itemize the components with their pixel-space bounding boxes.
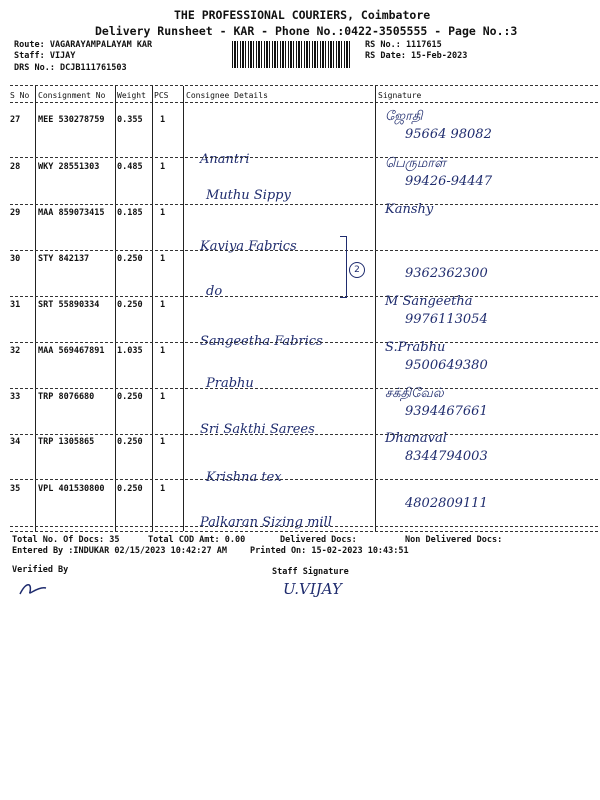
row-weight: 1.035	[117, 346, 143, 356]
row-separator	[10, 342, 598, 343]
row-consignee-name: do	[206, 284, 223, 299]
row-consignment-no: MAA 569467891	[38, 346, 105, 356]
row-consignee-name: Anantri	[200, 152, 250, 167]
row-consignee-name: Sri Sakthi Sarees	[200, 422, 315, 437]
col-divider	[35, 86, 36, 531]
row-sno: 30	[10, 254, 21, 264]
row-pcs: 1	[160, 300, 166, 310]
row-phone: 9976113054	[405, 312, 488, 327]
row-separator	[10, 434, 598, 435]
barcode	[232, 41, 352, 68]
row-pcs: 1	[160, 208, 166, 218]
row-signature: பெருமாள்	[385, 156, 446, 171]
staff-label: Staff: VIJAY	[14, 51, 76, 61]
row-phone: 4802809111	[405, 496, 488, 511]
row-consignment-no: TRP 8076680	[38, 392, 95, 402]
col-weight: Weight	[117, 91, 146, 100]
row-consignee-name: Krishna tex	[206, 470, 282, 485]
row-consignee-name: Sangeetha Fabrics	[200, 334, 323, 349]
row-sno: 35	[10, 484, 21, 494]
row-separator	[10, 388, 598, 389]
row-consignment-no: SRT 55890334	[38, 300, 100, 310]
row-sno: 34	[10, 437, 21, 447]
row-consignment-no: TRP 1305865	[38, 437, 95, 447]
col-pcs: PCS	[154, 91, 169, 100]
row-pcs: 1	[160, 115, 166, 125]
delivered-docs: Delivered Docs:	[280, 535, 357, 545]
col-signature: Signature	[378, 91, 422, 100]
row-separator	[10, 526, 598, 527]
row-signature: Kanshy	[385, 202, 434, 217]
row-weight: 0.250	[117, 300, 143, 310]
row-signature: M Sangeetha	[385, 294, 473, 309]
footer-rule	[10, 531, 598, 532]
verified-signature	[18, 578, 48, 602]
row-consignee-name: Muthu Sippy	[206, 188, 291, 203]
route-label: Route: VAGARAYAMPALAYAM KAR	[14, 40, 153, 50]
row-separator	[10, 204, 598, 205]
col-divider	[375, 86, 376, 531]
header-top-rule	[10, 85, 598, 86]
row-separator	[10, 250, 598, 251]
row-pcs: 1	[160, 484, 166, 494]
row-consignee-name: Prabhu	[206, 376, 254, 391]
row-consignment-no: MAA 859073415	[38, 208, 105, 218]
row-phone: 9394467661	[405, 404, 488, 419]
row-pcs: 1	[160, 162, 166, 172]
staff-signature-label: Staff Signature	[272, 567, 349, 577]
bracket-mark	[340, 236, 347, 298]
row-weight: 0.250	[117, 254, 143, 264]
row-phone: 9362362300	[405, 266, 488, 281]
row-pcs: 1	[160, 254, 166, 264]
entered-by: Entered By :INDUKAR 02/15/2023 10:42:27 AM	[12, 546, 227, 556]
row-weight: 0.250	[117, 484, 143, 494]
drs-label: DRS No.: DCJB111761503	[14, 63, 127, 73]
rs-number: RS No.: 1117615	[365, 40, 442, 50]
row-separator	[10, 479, 598, 480]
row-weight: 0.250	[117, 437, 143, 447]
row-phone: 8344794003	[405, 449, 488, 464]
row-separator	[10, 296, 598, 297]
total-docs: Total No. Of Docs: 35	[12, 535, 120, 545]
row-sno: 29	[10, 208, 21, 218]
row-consignment-no: VPL 401530800	[38, 484, 105, 494]
col-divider	[183, 86, 184, 531]
col-divider	[152, 86, 153, 531]
bracket-number: 2	[349, 262, 365, 278]
row-consignment-no: MEE 530278759	[38, 115, 105, 125]
row-phone: 9500649380	[405, 358, 488, 373]
row-pcs: 1	[160, 346, 166, 356]
col-divider	[115, 86, 116, 531]
row-sno: 27	[10, 115, 21, 125]
row-phone: 99426-94447	[405, 174, 493, 189]
rs-date: RS Date: 15-Feb-2023	[365, 51, 468, 61]
row-signature: சக்திவேல்	[385, 386, 444, 401]
non-delivered-docs: Non Delivered Docs:	[405, 535, 503, 545]
row-sno: 33	[10, 392, 21, 402]
row-sno: 32	[10, 346, 21, 356]
row-consignment-no: WKY 28551303	[38, 162, 100, 172]
row-consignee-name: Kaviya Fabrics	[200, 239, 297, 254]
row-sno: 28	[10, 162, 21, 172]
row-pcs: 1	[160, 437, 166, 447]
staff-signature-hand: U.VIJAY	[283, 580, 342, 598]
row-signature: ஜோதி	[385, 109, 423, 124]
verified-by-label: Verified By	[12, 565, 69, 575]
col-consignment: Consignment No	[38, 91, 106, 100]
row-weight: 0.185	[117, 208, 143, 218]
row-pcs: 1	[160, 392, 166, 402]
col-sno: S No	[10, 91, 30, 100]
row-weight: 0.485	[117, 162, 143, 172]
row-weight: 0.250	[117, 392, 143, 402]
row-signature: Dhanaval	[385, 431, 447, 446]
header-bottom-rule	[10, 102, 598, 103]
row-consignment-no: STY 842137	[38, 254, 90, 264]
printed-on: Printed On: 15-02-2023 10:43:51	[250, 546, 409, 556]
row-sno: 31	[10, 300, 21, 310]
col-consignee: Consignee Details	[186, 91, 268, 100]
row-phone: 95664 98082	[405, 127, 492, 142]
runsheet-subtitle: Delivery Runsheet - KAR - Phone No.:0422-3505555 - Page No.:3	[95, 24, 518, 38]
row-separator	[10, 157, 598, 158]
total-cod: Total COD Amt: 0.00	[148, 535, 246, 545]
row-consignee-name: Palkaran Sizing mill	[200, 515, 332, 530]
company-title: THE PROFESSIONAL COURIERS, Coimbatore	[174, 8, 431, 22]
row-weight: 0.355	[117, 115, 143, 125]
row-signature: S.Prabhu	[385, 340, 446, 355]
